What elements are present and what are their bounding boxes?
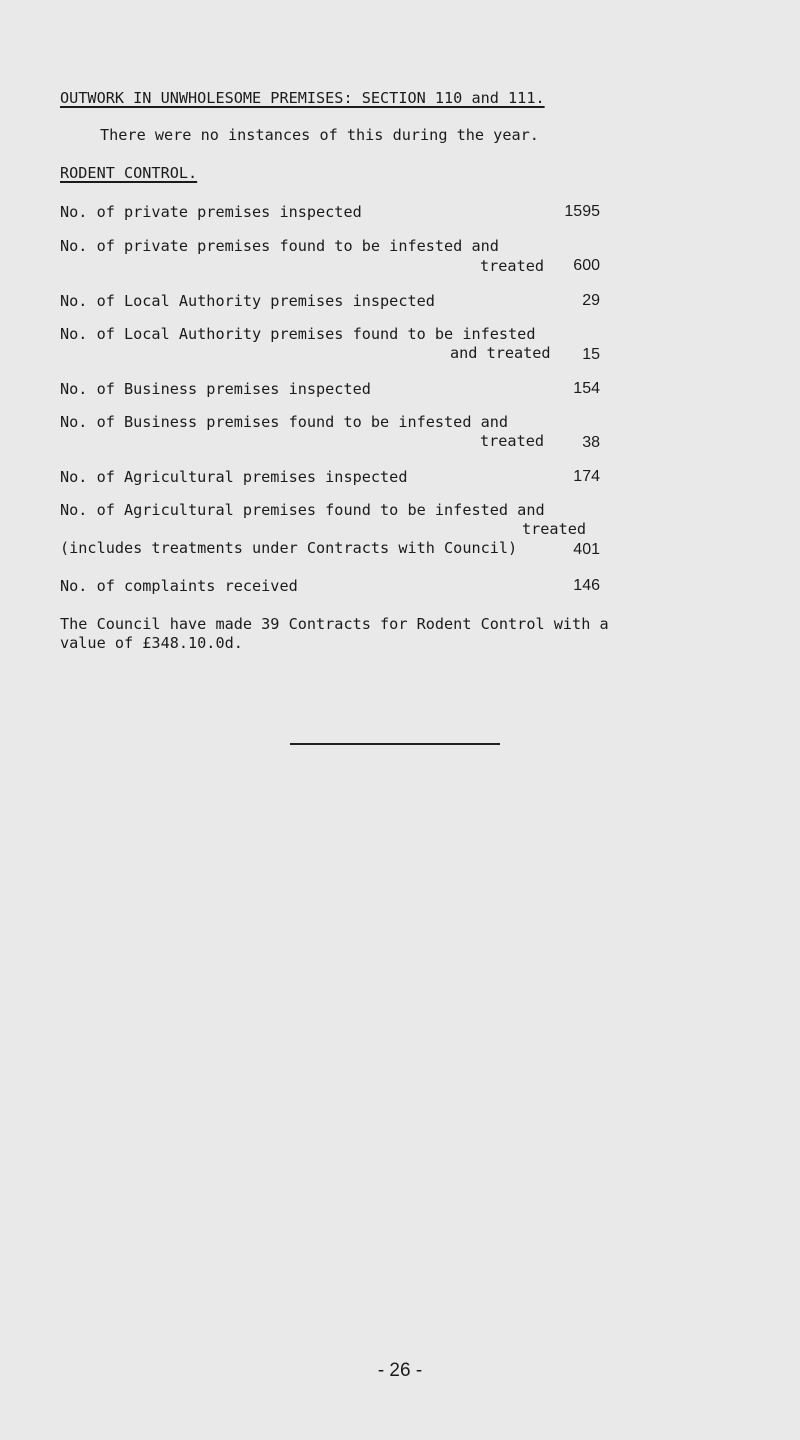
- row-label: (includes treatments under Contracts with Council): [60, 539, 518, 557]
- row-label: No. of Local Authority premises inspected: [60, 292, 435, 310]
- row-label: No. of private premises found to be infested and: [60, 237, 499, 255]
- row-value: 1595: [564, 203, 600, 220]
- outwork-heading: OUTWORK IN UNWHOLESOME PREMISES: SECTION 110 and 111.: [60, 89, 545, 107]
- row-label-cont: treated: [480, 257, 545, 275]
- row-value: 15: [582, 346, 600, 363]
- row-label-cont: and treated: [450, 344, 551, 362]
- contracts-line: The Council have made 39 Contracts for Rodent Control with a: [60, 615, 609, 633]
- row-value: 401: [573, 541, 600, 558]
- row-value: 38: [582, 434, 600, 451]
- row-label: No. of Business premises inspected: [60, 380, 371, 398]
- row-label: No. of Local Authority premises found to be infested: [60, 325, 536, 343]
- row-value: 154: [573, 380, 600, 397]
- row-label: No. of Agricultural premises inspected: [60, 468, 408, 486]
- row-value: 600: [573, 257, 600, 274]
- row-value: 146: [573, 577, 600, 594]
- page-number: - 26 -: [377, 1360, 423, 1381]
- row-value: 174: [573, 468, 600, 485]
- divider-rule: [290, 743, 500, 745]
- row-label: No. of Agricultural premises found to be infested and: [60, 501, 545, 519]
- row-label-cont: treated: [480, 432, 545, 450]
- contracts-line: value of £348.10.0d.: [60, 634, 243, 652]
- outwork-body: There were no instances of this during the year.: [100, 126, 539, 144]
- rodent-heading: RODENT CONTROL.: [60, 164, 198, 182]
- row-label: No. of private premises inspected: [60, 203, 362, 221]
- row-label-cont: treated: [522, 520, 587, 538]
- row-label: No. of complaints received: [60, 577, 298, 595]
- row-label: No. of Business premises found to be infested and: [60, 413, 509, 431]
- row-value: 29: [582, 292, 600, 309]
